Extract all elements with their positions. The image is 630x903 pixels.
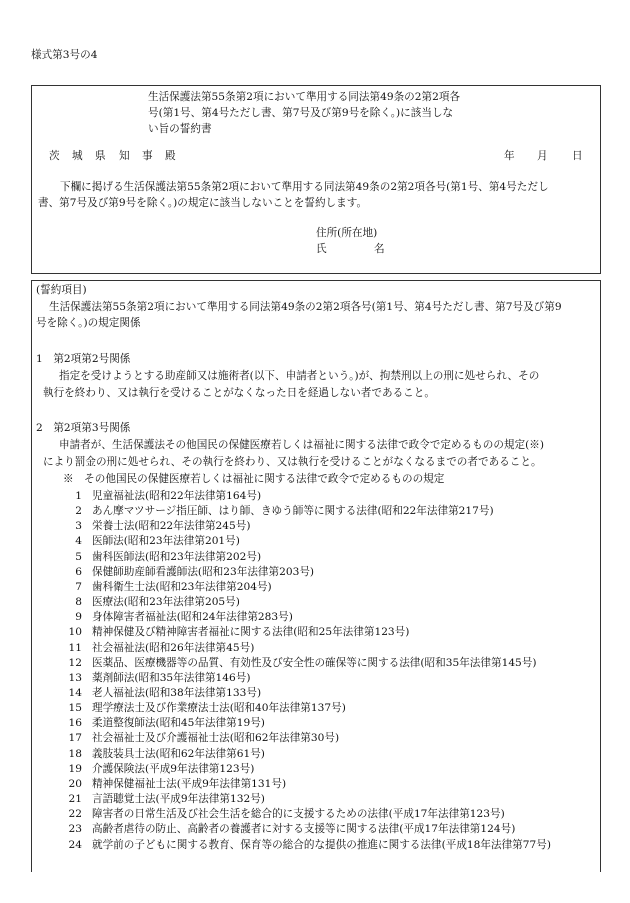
law-name: 歯科医師法(昭和23年法律第202号) <box>92 550 262 563</box>
name-label-char: 氏 <box>316 243 327 255</box>
pledge-items-box <box>31 280 601 872</box>
law-name: 医療法(昭和23年法律第205号) <box>92 596 240 609</box>
law-number: 9 <box>75 611 82 624</box>
law-number: 16 <box>68 717 82 730</box>
law-number: 10 <box>68 626 82 639</box>
law-number: 19 <box>68 762 82 775</box>
law-number: 20 <box>68 777 82 790</box>
law-name: 言語聴覚士法(平成9年法律第132号) <box>92 793 265 805</box>
law-name: 栄養士法(昭和22年法律第245号) <box>92 520 251 533</box>
law-name: 障害者の日常生活及び社会生活を総合的に支援するための法律(平成17年法律第123号) <box>92 808 505 821</box>
addressee-char: 城 <box>72 150 83 162</box>
form-number: 様式第3号の4 <box>31 49 98 61</box>
law-name: 義肢装具士法(昭和62年法律第61号) <box>92 747 265 760</box>
law-number: 13 <box>68 671 82 684</box>
item1-line-2: 執行を終わり、又は執行を受けることがなくなった日を経過しない者であること。 <box>43 387 435 399</box>
law-number: 15 <box>68 702 82 715</box>
item2-note: ※ その他国民の保健医療若しくは福祉に関する法律で政令で定めるものの規定 <box>63 473 445 485</box>
law-number: 14 <box>68 687 82 699</box>
name-label-char: 名 <box>374 243 385 255</box>
date-month-label: 月 <box>537 150 548 162</box>
law-number: 21 <box>68 793 82 805</box>
title-line-2: 号(第1号、第4号ただし書、第7号及び第9号を除く。)に該当しな <box>148 107 454 119</box>
law-number: 1 <box>75 490 82 502</box>
law-name: 歯科衛生士法(昭和23年法律第204号) <box>92 580 272 593</box>
law-number: 12 <box>68 656 82 669</box>
law-number: 7 <box>75 580 82 593</box>
item1-heading: 1 第2項第2号関係 <box>36 353 131 365</box>
item2-line-1: 申請者が、生活保護法その他国民の保健医療若しくは福祉に関する法律で政令で定めるものの規定(※) <box>59 439 544 451</box>
addressee-char: 知 <box>119 150 130 162</box>
law-number: 5 <box>75 550 82 563</box>
date-year-label: 年 <box>504 150 515 162</box>
item2-heading: 2 第2項第3号関係 <box>36 422 131 434</box>
law-number: 8 <box>75 596 82 609</box>
addressee-char: 茨 <box>49 150 60 162</box>
title-line-1: 生活保護法第55条第2項において準用する同法第49条の2第2項各 <box>148 91 461 103</box>
law-name: 保健師助産師看護師法(昭和23年法律第203号) <box>92 565 315 578</box>
item2-line-2: により罰金の刑に処せられ、その執行を終わり、又は執行を受けることがなくなるまでの者であること。 <box>43 456 542 468</box>
item1-line-1: 指定を受けようとする助産師又は施術者(以下、申請者という。)が、拘禁刑以上の刑に処せられ、その <box>59 370 540 382</box>
law-name: 医師法(昭和23年法律第201号) <box>92 535 240 548</box>
addressee-char: 県 <box>95 150 106 162</box>
law-name: 医薬品、医療機器等の品質、有効性及び安全性の確保等に関する法律(昭和35年法律第145号) <box>92 656 537 669</box>
law-name: 介護保険法(平成9年法律第123号) <box>92 762 255 775</box>
law-name: 精神保健及び精神障害者福祉に関する法律(昭和25年法律第123号) <box>92 626 410 639</box>
law-name: 精神保健福祉士法(平成9年法律第131号) <box>92 777 287 790</box>
addressee-char: 事 <box>142 150 153 162</box>
law-number: 18 <box>68 747 82 760</box>
title-line-3: い旨の誓約書 <box>148 123 212 135</box>
law-name: 社会福祉士及び介護福祉士法(昭和62年法律第30号) <box>92 732 340 745</box>
address-label: 住所(所在地) <box>316 227 378 239</box>
law-name: 児童福祉法(昭和22年法律第164号) <box>92 490 262 502</box>
law-number: 22 <box>68 808 82 821</box>
law-number: 17 <box>68 732 82 745</box>
pledge-line-2: 書、第7号及び第9号を除く。)の規定に該当しないことを誓約します。 <box>38 197 368 209</box>
addressee-char: 殿 <box>165 150 176 162</box>
law-number: 11 <box>68 641 82 654</box>
intro-line-1: 生活保護法第55条第2項において準用する同法第49条の2第2項各号(第1号、第4号ただし書、第7号及び第9 <box>49 301 562 313</box>
law-name: 高齢者虐待の防止、高齢者の養護者に対する支援等に関する法律(平成17年法律第124号) <box>92 823 516 836</box>
law-number: 23 <box>68 823 82 836</box>
pledge-line-1: 下欄に掲げる生活保護法第55条第2項において準用する同法第49条の2第2項各号(第1号、第4号ただし <box>60 181 549 193</box>
section-label: (誓約項目) <box>36 284 87 296</box>
law-number: 3 <box>75 520 82 533</box>
law-name: 老人福祉法(昭和38年法律第133号) <box>92 687 262 699</box>
law-name: 身体障害者福祉法(昭和24年法律第283号) <box>92 611 293 624</box>
intro-line-2: 号を除く。)の規定関係 <box>36 317 141 329</box>
law-number: 6 <box>75 565 82 578</box>
law-name: あん摩マツサージ指圧師、はり師、きゆう師等に関する法律(昭和22年法律第217号) <box>92 505 494 518</box>
law-name: 柔道整復師法(昭和45年法律第19号) <box>92 717 265 730</box>
law-number: 24 <box>68 838 82 851</box>
law-number: 4 <box>75 535 82 548</box>
law-name: 薬剤師法(昭和35年法律第146号) <box>92 671 251 684</box>
law-name: 理学療法士及び作業療法士法(昭和40年法律第137号) <box>92 702 346 715</box>
pledge-header-box <box>31 85 601 274</box>
law-number: 2 <box>75 505 82 518</box>
law-name: 社会福祉法(昭和26年法律第45号) <box>92 641 255 654</box>
date-day-label: 日 <box>572 150 583 162</box>
law-name: 就学前の子どもに関する教育、保育等の総合的な提供の推進に関する法律(平成18年法律第77号) <box>92 838 551 851</box>
